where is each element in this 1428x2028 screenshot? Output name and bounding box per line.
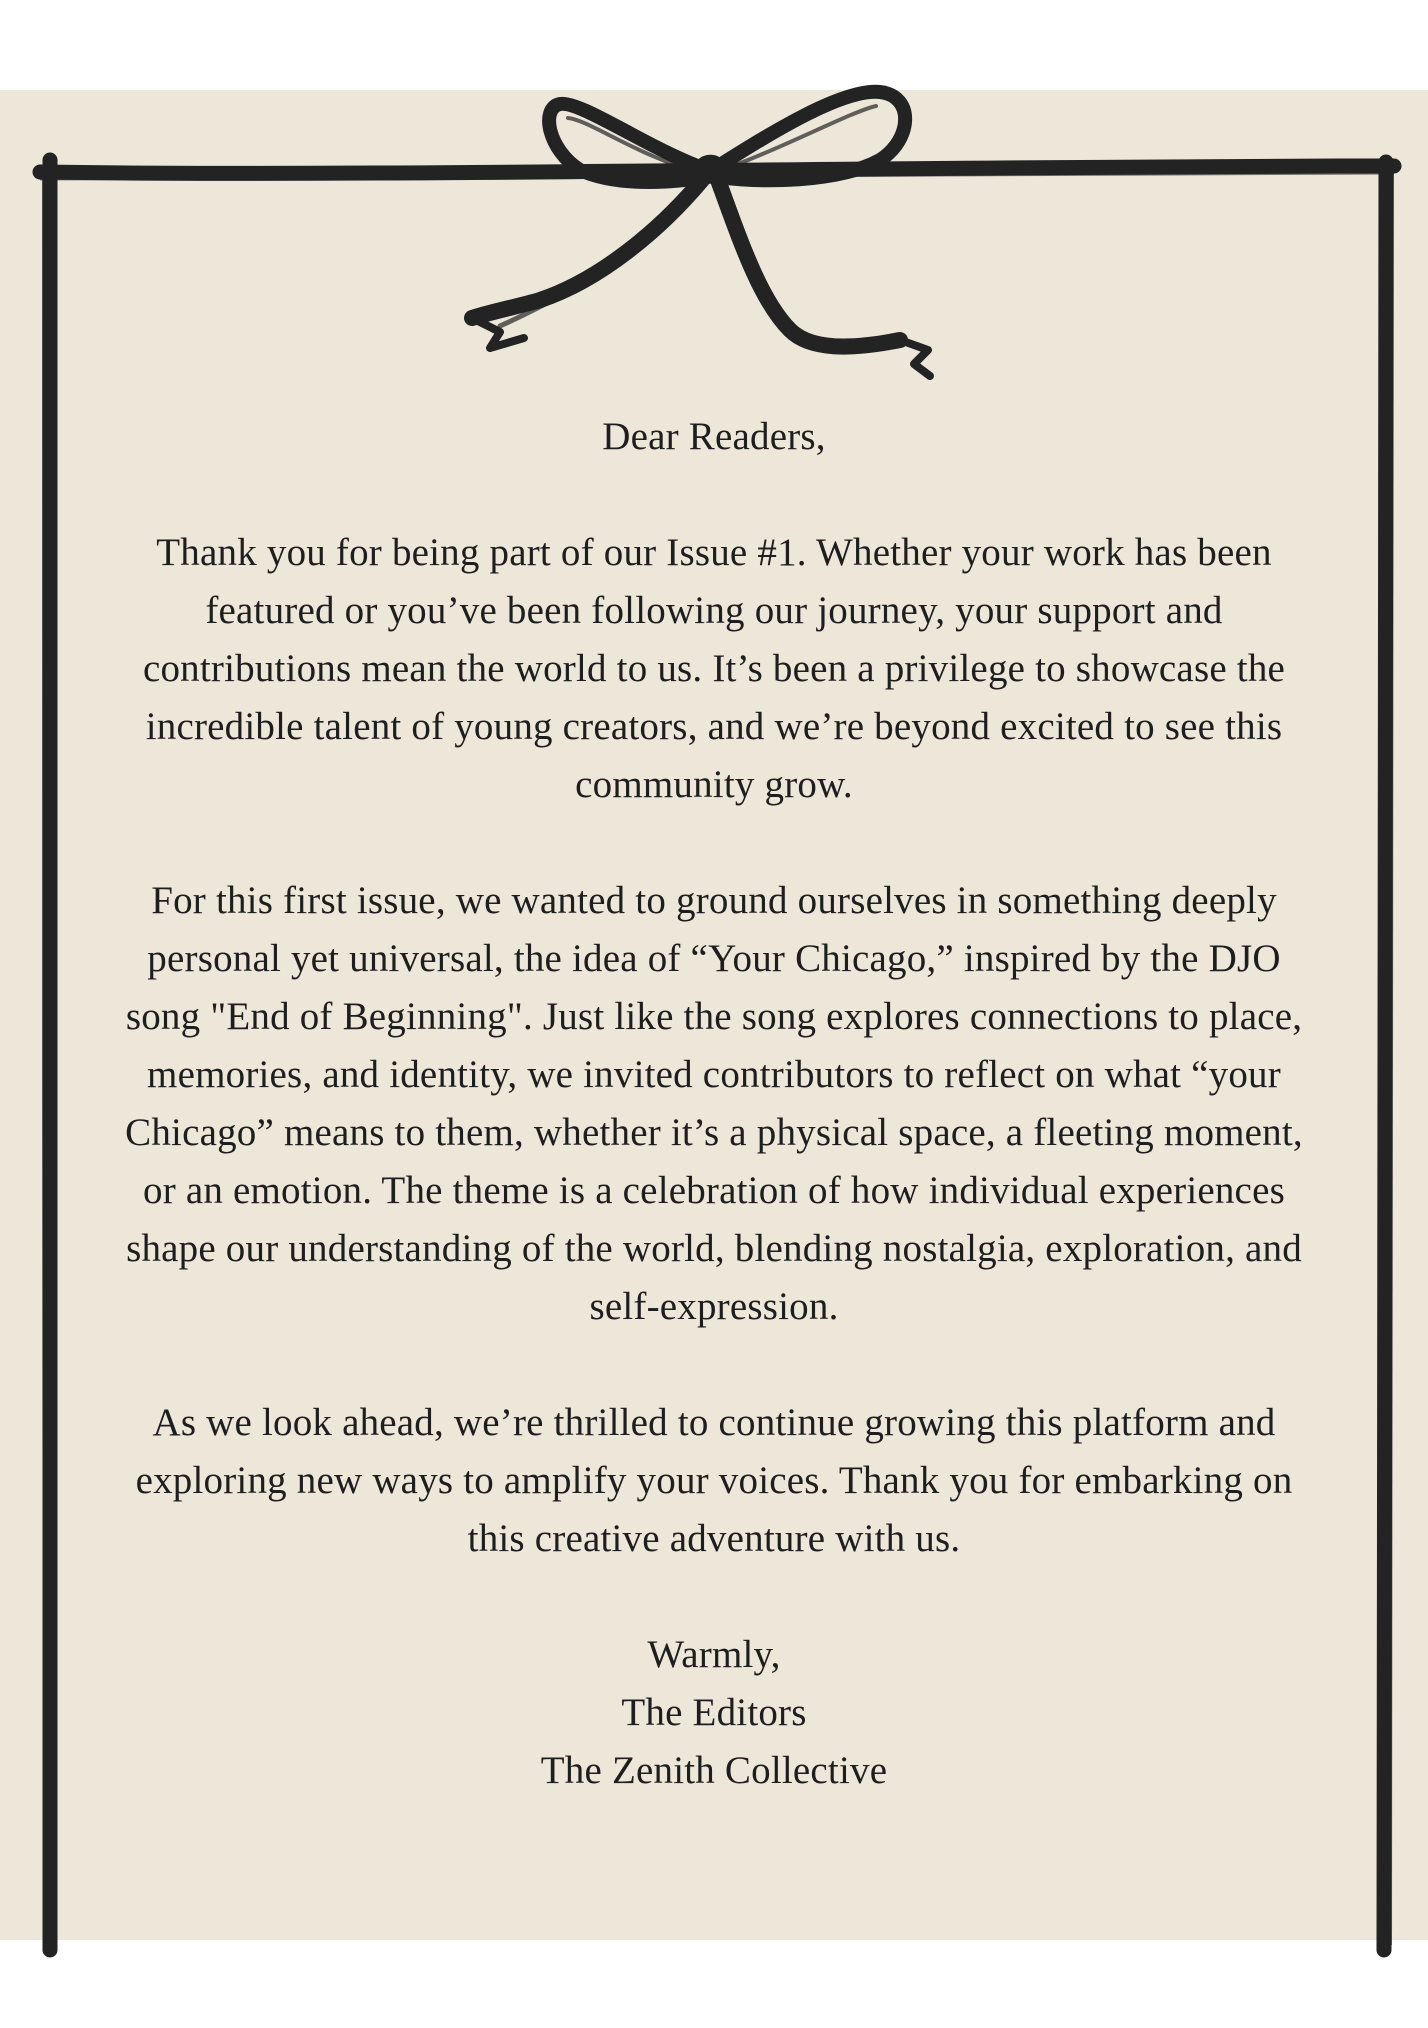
editors-letter	[120, 408, 1308, 1800]
signature-collective: The Zenith Collective	[540, 1749, 888, 1792]
signature-block	[120, 1626, 1308, 1800]
salutation: Dear Readers,	[602, 415, 826, 458]
letter-paragraph-2: For this first issue, we wanted to ground ourselves in something deeply personal yet universal, the idea of “Your Chicago,” inspired by the DJO song "End of Beginning". Just like the song explores connections to place, memories, and identity, we invited contributors to reflect on what “your Chicago” means to them, whether it’s a physical space, a fleeting moment, or an emotion. The theme is a celebration of how individual experiences shape our understanding of the world, blending nostalgia, exploration, and self-expression.	[125, 879, 1303, 1328]
letter-paragraph-1: Thank you for being part of our Issue #1. Whether your work has been featured or you’ve been following our journey, your support and contributions mean the world to us. It’s been a privilege to showcase the incredible talent of young creators, and we’re beyond excited to see this community grow.	[142, 531, 1286, 806]
signature-editors: The Editors	[621, 1691, 807, 1734]
closing: Warmly,	[647, 1633, 781, 1676]
letter-paragraph-3: As we look ahead, we’re thrilled to continue growing this platform and exploring new ways to amplify your voices. Thank you for embarking on this creative adventure with us.	[135, 1401, 1293, 1560]
